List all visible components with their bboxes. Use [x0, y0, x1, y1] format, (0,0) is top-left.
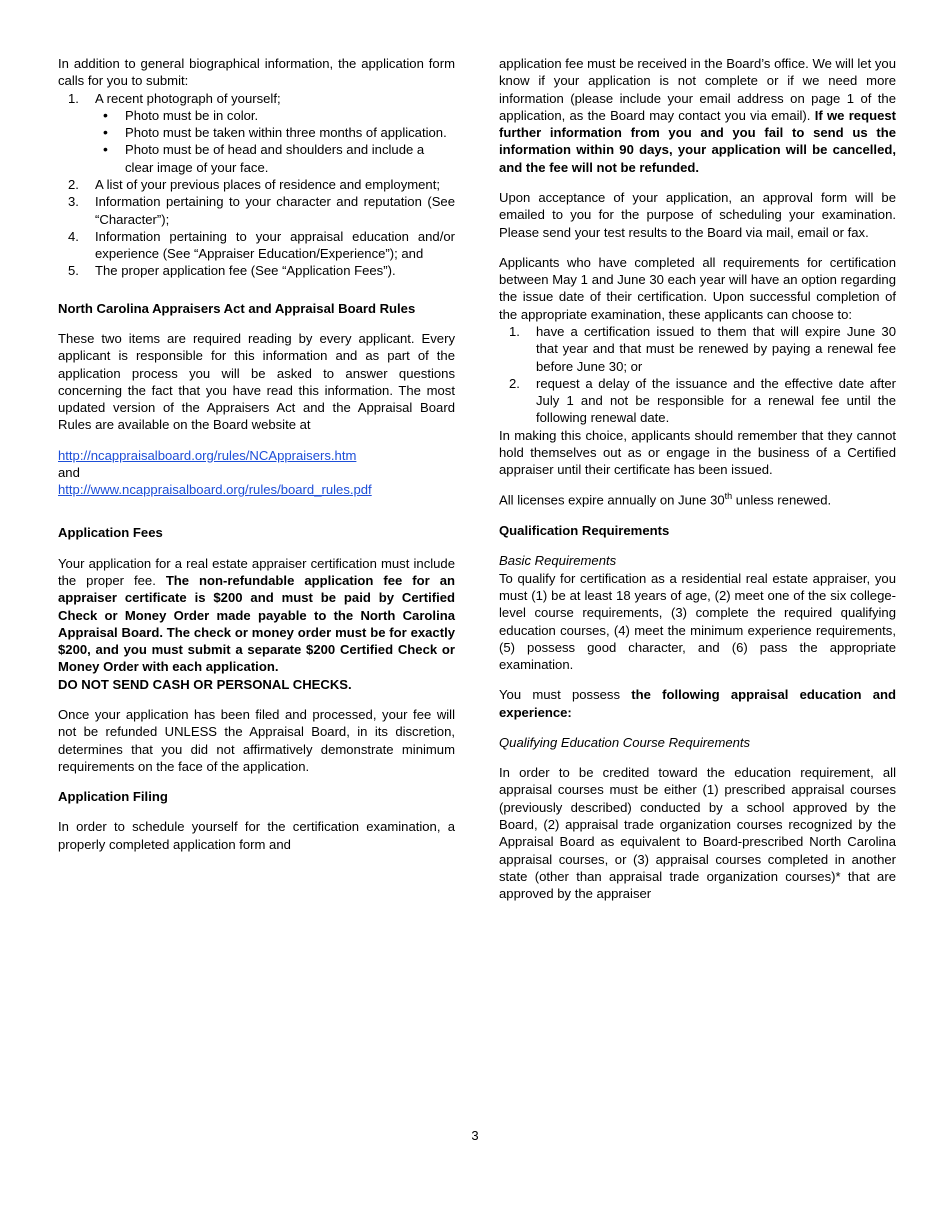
- qualifying-education-paragraph: In order to be credited toward the education requirement, all appraisal courses must be either (1) prescribed appraisal courses (previously described) conducted by a school approved by the Board, (2) appraisal trade organization courses recognized by the Appraisal Board as equivalent to Board-prescribed North Carolina appraisal courses, or (3) appraisal courses completed in another state (other than appraisal trade organization courses)* that are approved by the appraiser: [499, 765, 896, 902]
- board-rules-pdf-link[interactable]: http://www.ncappraisalboard.org/rules/board_rules.pdf: [58, 482, 372, 498]
- list-text: Photo must be of head and shoulders and include a clear image of your face.: [125, 142, 425, 175]
- list-item: [499, 323, 896, 375]
- fees-paragraph: [58, 555, 455, 676]
- list-item: [58, 176, 455, 193]
- expiration-paragraph: [499, 491, 896, 509]
- bullet-icon: •: [103, 124, 108, 141]
- list-item: [95, 141, 455, 176]
- list-text: request a delay of the issuance and the effective date after July 1 and not be responsible for a renewal fee until the following renewal date.: [536, 375, 896, 426]
- spacer: [58, 293, 455, 300]
- list-number: 4.: [68, 228, 79, 244]
- possess-text-bold: the following appraisal education and experience:: [499, 687, 896, 720]
- list-number: 3.: [68, 194, 79, 210]
- fees-text-bold: The non-refundable application fee for an appraiser certificate is $200 and must be paid by Certified Check or Money Order made payable to the North Carolina Appraisal Board. The check or money order must be for exactly $200, and you must submit a separate $200 Certified Check or Money Order with each application.: [58, 573, 456, 675]
- spacer: [58, 498, 455, 511]
- list-item: [95, 124, 455, 141]
- list-text: A list of your previous places of residence and employment;: [95, 176, 440, 192]
- link-paragraph-1: [58, 447, 455, 464]
- list-text: have a certification issued to them that will expire June 30 that year and that must be renewed by paying a renewal fee before June 30; or: [536, 323, 896, 374]
- list-item: [58, 193, 455, 228]
- bullet-icon: •: [103, 141, 108, 158]
- list-text: Information pertaining to your appraisal education and/or experience (See “Appraiser Education/Experience”); and: [95, 228, 455, 262]
- filing-paragraph: In order to schedule yourself for the certification examination, a properly completed application form and: [58, 819, 455, 852]
- spacer: [499, 751, 896, 764]
- two-column-layout: [58, 55, 896, 915]
- choice-paragraph: In making this choice, applicants should remember that they cannot hold themselves out as or engage in the business of a Certified appraiser until their certificate has been issued.: [499, 427, 896, 478]
- approval-paragraph: Upon acceptance of your application, an approval form will be emailed to you for the purpose of scheduling your examination. Please send your test results to the Board via mail, email or fax.: [499, 189, 896, 240]
- list-number: 2.: [68, 176, 79, 192]
- left-column: [58, 55, 455, 915]
- list-text: Information pertaining to your character and reputation (See “Character”);: [95, 194, 455, 227]
- expiration-text-post: unless renewed.: [732, 492, 832, 508]
- section-heading-act-rules: North Carolina Appraisers Act and Appraisal Board Rules: [58, 300, 416, 316]
- list-text: Photo must be taken within three months of application.: [125, 125, 447, 141]
- list-number: 1.: [68, 90, 79, 106]
- section-heading-application-fees: Application Fees: [58, 525, 163, 541]
- section-heading-application-filing: Application Filing: [58, 789, 168, 805]
- list-item: [95, 107, 455, 124]
- list-text: A recent photograph of yourself;: [95, 90, 281, 106]
- continued-paragraph: [499, 55, 896, 176]
- section-heading-qualification: Qualification Requirements: [499, 523, 670, 539]
- ncappraisers-link[interactable]: http://ncappraisalboard.org/rules/NCAppraisers.htm: [58, 447, 357, 463]
- list-number: 5.: [68, 263, 79, 279]
- fees-text-plain: Your application for a real estate appraiser certification must include the proper fee.: [58, 555, 455, 589]
- fees-refund-paragraph: Once your application has been filed and processed, your fee will not be refunded UNLESS the Appraisal Board, in its discretion, determines that you did not affirmatively demonstrate minimum requirements on the face of the application.: [58, 707, 455, 774]
- ordinal-suffix: th: [724, 491, 733, 502]
- list-item: [58, 262, 455, 279]
- list-text: Photo must be in color.: [125, 107, 259, 123]
- page-number: 3: [471, 1128, 479, 1143]
- continued-text-bold: If we request further information from you and you fail to send us the information within 90 days, your application will be cancelled, and the fee will not be refunded.: [499, 107, 896, 175]
- possess-paragraph: [499, 686, 896, 721]
- basic-requirements-paragraph: To qualify for certification as a residential real estate appraiser, you must (1) be at least 18 years of age, (2) meet one of the six college-level course requirements, (3) complete the required qualifying education courses, (4) meet the minimum experience requirements, (5) possess good character, and (6) pass the appropriate examination.: [499, 570, 896, 673]
- submission-list: [58, 90, 455, 280]
- applicants-paragraph: Applicants who have completed all requirements for certification between May 1 and June 30 each year will have an option regarding the issue date of their certification. Upon successful completion of the appropriate examination, these applicants can choose to:: [499, 254, 896, 322]
- subheading-qualifying-education: Qualifying Education Course Requirements: [499, 734, 751, 750]
- list-number: 2.: [509, 375, 520, 391]
- expiration-text-pre: All licenses expire annually on June 30: [499, 492, 725, 508]
- intro-paragraph: In addition to general biographical information, the application form calls for you to submit:: [58, 56, 455, 89]
- list-item: [58, 90, 455, 176]
- fees-caps-line: [58, 676, 455, 693]
- spacer: [58, 511, 455, 524]
- no-cash-warning: DO NOT SEND CASH OR PERSONAL CHECKS.: [58, 676, 352, 692]
- list-item: [58, 228, 455, 263]
- possess-text-plain: You must possess: [499, 687, 632, 703]
- list-number: 1.: [509, 323, 520, 339]
- right-column: [499, 55, 896, 915]
- list-text: The proper application fee (See “Application Fees”).: [95, 263, 396, 279]
- certification-options-list: [499, 323, 896, 427]
- bullet-icon: •: [103, 106, 108, 123]
- link-paragraph-2: [58, 481, 455, 498]
- subheading-basic-requirements: Basic Requirements: [499, 553, 617, 569]
- spacer: [58, 280, 455, 293]
- list-item: [499, 375, 896, 427]
- photo-requirements-list: [95, 107, 455, 176]
- continued-text-plain: application fee must be received in the Board’s office. We will let you know if your application is not complete or if we need more information (please include your email address on page 1 of the application, as the Board may contact you via email).: [499, 56, 896, 123]
- and-connector: and: [58, 464, 80, 480]
- act-rules-paragraph: These two items are required reading by every applicant. Every applicant is responsible for this information and as part of the application process you will be asked to answer questions concerning the fact that you have read this information. The most updated version of the Appraisers Act and the Appraisal Board Rules are available on the Board website at: [58, 330, 455, 433]
